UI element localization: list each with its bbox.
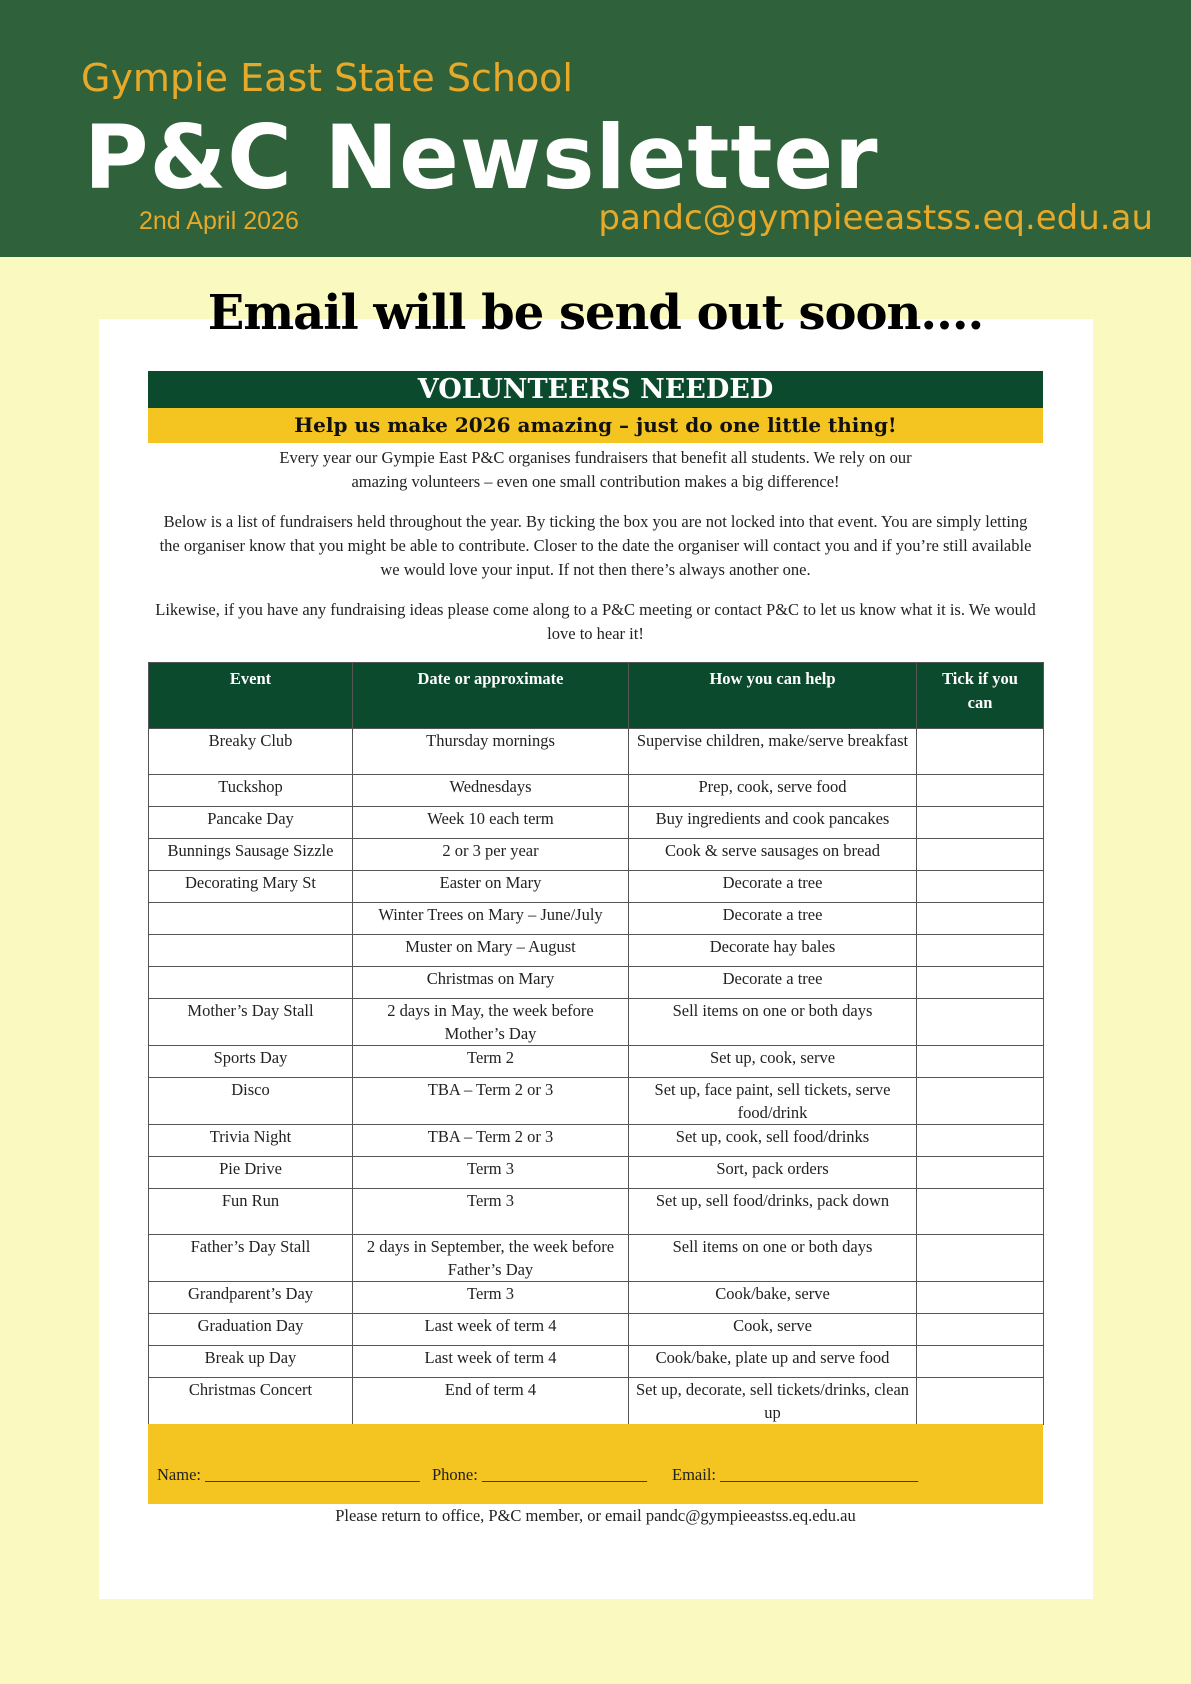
date-cell: End of term 4 xyxy=(353,1378,629,1425)
tick-cell[interactable] xyxy=(917,1378,1044,1425)
event-cell xyxy=(149,903,353,935)
event-cell: Father’s Day Stall xyxy=(149,1235,353,1282)
help-cell: Decorate a tree xyxy=(629,903,917,935)
help-cell: Set up, sell food/drinks, pack down xyxy=(629,1189,917,1235)
event-cell: Fun Run xyxy=(149,1189,353,1235)
event-cell: Decorating Mary St xyxy=(149,871,353,903)
volunteer-flyer xyxy=(148,371,1043,662)
event-cell xyxy=(149,967,353,999)
tick-cell[interactable] xyxy=(917,1235,1044,1282)
tick-cell[interactable] xyxy=(917,1314,1044,1346)
table-row xyxy=(149,1078,1044,1125)
help-cell: Decorate hay bales xyxy=(629,935,917,967)
intro-paragraph: Every year our Gympie East P&C organises fundraisers that benefit all students. We rely on our amazing volunteers – even one small contribution makes a big difference! xyxy=(279,448,912,491)
date-cell: Christmas on Mary xyxy=(353,967,629,999)
tick-cell[interactable] xyxy=(917,999,1044,1046)
date-cell: Term 3 xyxy=(353,1157,629,1189)
tick-cell[interactable] xyxy=(917,1125,1044,1157)
tick-cell[interactable] xyxy=(917,871,1044,903)
help-cell: Set up, face paint, sell tickets, serve food/drink xyxy=(629,1078,917,1125)
table-row xyxy=(149,871,1044,903)
help-cell: Decorate a tree xyxy=(629,967,917,999)
event-cell: Sports Day xyxy=(149,1046,353,1078)
intro-paragraph: Below is a list of fundraisers held throughout the year. By ticking the box you are not locked into that event. You are simply letting the organiser know that you might be able to contribute. Closer to the date the organiser will contact you and if you’re still available we would love your input. If not then there’s always another one. xyxy=(159,512,1032,579)
date-cell: TBA – Term 2 or 3 xyxy=(353,1125,629,1157)
event-cell: Pancake Day xyxy=(149,807,353,839)
event-cell: Bunnings Sausage Sizzle xyxy=(149,839,353,871)
event-cell: Break up Day xyxy=(149,1346,353,1378)
contact-email[interactable]: pandc@gympieeastss.eq.edu.au xyxy=(598,198,1153,238)
date-cell: 2 or 3 per year xyxy=(353,839,629,871)
help-cell: Cook & serve sausages on bread xyxy=(629,839,917,871)
event-cell: Mother’s Day Stall xyxy=(149,999,353,1046)
help-cell: Supervise children, make/serve breakfast xyxy=(629,729,917,775)
table-row xyxy=(149,935,1044,967)
event-cell: Graduation Day xyxy=(149,1314,353,1346)
table-row xyxy=(149,1282,1044,1314)
column-header-help: How you can help xyxy=(629,663,917,729)
help-cell: Set up, cook, sell food/drinks xyxy=(629,1125,917,1157)
tick-cell[interactable] xyxy=(917,1189,1044,1235)
tick-cell[interactable] xyxy=(917,729,1044,775)
date-cell: Wednesdays xyxy=(353,775,629,807)
event-cell: Pie Drive xyxy=(149,1157,353,1189)
help-cell: Set up, cook, serve xyxy=(629,1046,917,1078)
table-row xyxy=(149,807,1044,839)
date-cell: 2 days in May, the week before Mother’s Day xyxy=(353,999,629,1046)
tick-cell[interactable] xyxy=(917,935,1044,967)
intro-paragraph: Likewise, if you have any fundraising ideas please come along to a P&C meeting or contact P&C to let us know what it is. We would love to hear it! xyxy=(155,600,1036,643)
newsletter-date: 2nd April 2026 xyxy=(139,207,299,235)
email-field[interactable]: Email: ________________________ xyxy=(672,1465,919,1484)
help-banner: Help us make 2026 amazing – just do one little thing! xyxy=(148,408,1043,443)
tick-cell[interactable] xyxy=(917,807,1044,839)
date-cell: Term 3 xyxy=(353,1189,629,1235)
tick-cell[interactable] xyxy=(917,1282,1044,1314)
column-header-event: Event xyxy=(149,663,353,729)
table-body xyxy=(149,729,1044,1425)
volunteers-banner: VOLUNTEERS NEEDED xyxy=(148,371,1043,408)
name-field[interactable]: Name: __________________________ xyxy=(157,1465,420,1484)
newsletter-title: P&C Newsletter xyxy=(84,106,879,209)
help-cell: Cook, serve xyxy=(629,1314,917,1346)
tick-cell[interactable] xyxy=(917,1157,1044,1189)
headline: Email will be send out soon.... xyxy=(207,285,984,341)
date-cell: 2 days in September, the week before Father’s Day xyxy=(353,1235,629,1282)
date-cell: Thursday mornings xyxy=(353,729,629,775)
contact-bar xyxy=(148,1424,1043,1504)
column-header-date: Date or approximate xyxy=(353,663,629,729)
table-row xyxy=(149,1046,1044,1078)
date-cell: Term 3 xyxy=(353,1282,629,1314)
tick-cell[interactable] xyxy=(917,1046,1044,1078)
tick-cell[interactable] xyxy=(917,1346,1044,1378)
event-cell: Breaky Club xyxy=(149,729,353,775)
table-row xyxy=(149,775,1044,807)
event-cell: Tuckshop xyxy=(149,775,353,807)
help-cell: Buy ingredients and cook pancakes xyxy=(629,807,917,839)
help-cell: Cook/bake, serve xyxy=(629,1282,917,1314)
return-note: Please return to office, P&C member, or email pandc@gympieeastss.eq.edu.au xyxy=(335,1506,856,1525)
event-cell: Grandparent’s Day xyxy=(149,1282,353,1314)
help-cell: Cook/bake, plate up and serve food xyxy=(629,1346,917,1378)
event-cell xyxy=(149,935,353,967)
help-cell: Set up, decorate, sell tickets/drinks, clean up xyxy=(629,1378,917,1425)
date-cell: Muster on Mary – August xyxy=(353,935,629,967)
date-cell: Last week of term 4 xyxy=(353,1314,629,1346)
help-cell: Sell items on one or both days xyxy=(629,999,917,1046)
table-row xyxy=(149,1378,1044,1425)
table-row xyxy=(149,839,1044,871)
event-cell: Christmas Concert xyxy=(149,1378,353,1425)
date-cell: TBA – Term 2 or 3 xyxy=(353,1078,629,1125)
event-cell: Disco xyxy=(149,1078,353,1125)
table-row xyxy=(149,967,1044,999)
date-cell: Winter Trees on Mary – June/July xyxy=(353,903,629,935)
tick-cell[interactable] xyxy=(917,839,1044,871)
masthead xyxy=(0,0,1191,257)
tick-cell[interactable] xyxy=(917,1078,1044,1125)
event-cell: Trivia Night xyxy=(149,1125,353,1157)
help-cell: Prep, cook, serve food xyxy=(629,775,917,807)
table-row xyxy=(149,999,1044,1046)
table-row xyxy=(149,729,1044,775)
help-cell: Sell items on one or both days xyxy=(629,1235,917,1282)
date-cell: Term 2 xyxy=(353,1046,629,1078)
school-name: Gympie East State School xyxy=(81,56,573,100)
table-row xyxy=(149,1235,1044,1282)
table-row xyxy=(149,1125,1044,1157)
table-row xyxy=(149,903,1044,935)
tick-cell[interactable] xyxy=(917,903,1044,935)
help-cell: Sort, pack orders xyxy=(629,1157,917,1189)
fundraiser-table xyxy=(148,662,1044,1425)
table-row xyxy=(149,1189,1044,1235)
help-cell: Decorate a tree xyxy=(629,871,917,903)
table-row xyxy=(149,1314,1044,1346)
table-row xyxy=(149,1157,1044,1189)
tick-cell[interactable] xyxy=(917,775,1044,807)
date-cell: Easter on Mary xyxy=(353,871,629,903)
date-cell: Week 10 each term xyxy=(353,807,629,839)
table-header-row xyxy=(149,663,1044,729)
column-header-tick: Tick if you can xyxy=(917,663,1044,729)
flyer-intro xyxy=(148,446,1043,646)
phone-field[interactable]: Phone: ____________________ xyxy=(432,1465,647,1484)
date-cell: Last week of term 4 xyxy=(353,1346,629,1378)
tick-cell[interactable] xyxy=(917,967,1044,999)
table-row xyxy=(149,1346,1044,1378)
